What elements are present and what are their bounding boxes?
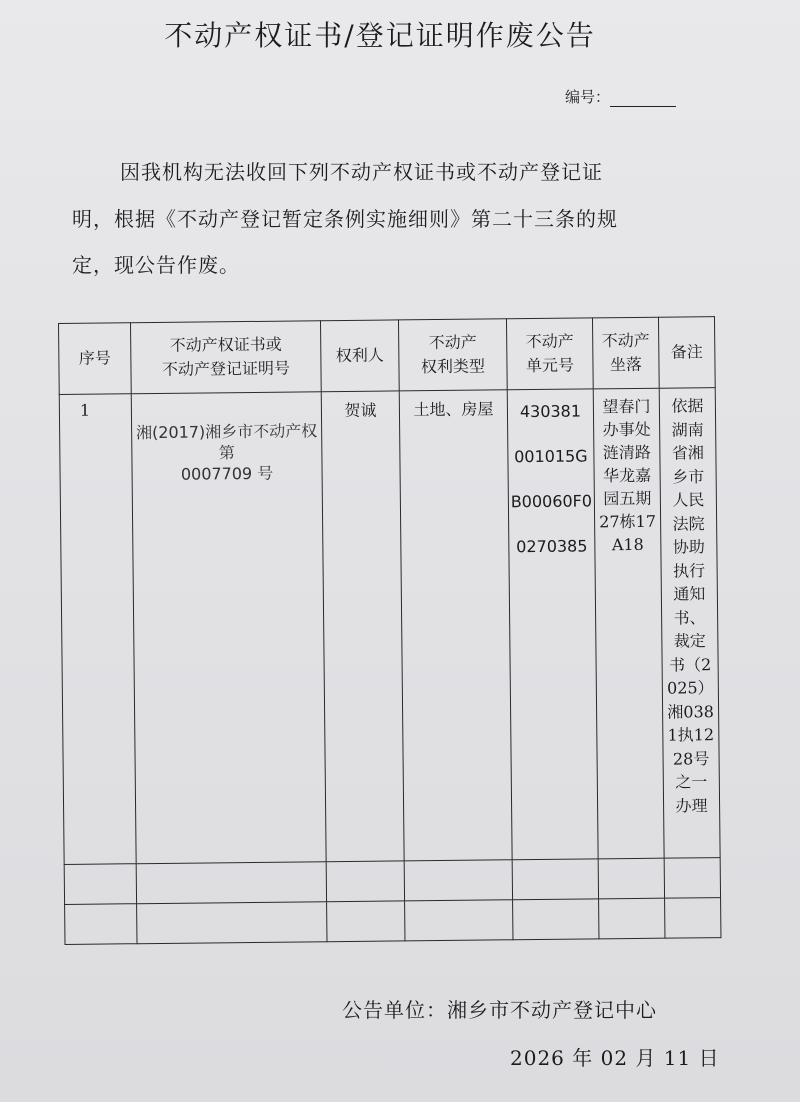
header-unit-number — [506, 318, 593, 390]
unit-number-part: 001015G — [514, 446, 588, 467]
header-holder: 权利人 — [320, 320, 399, 392]
row-right-type: 土地、房屋 — [399, 390, 512, 861]
page-title: 不动产权证书/登记证明作废公告 — [164, 19, 596, 52]
header-index: 序号 — [59, 323, 132, 395]
empty-cell — [136, 861, 326, 903]
header-right-type — [398, 319, 507, 391]
unit-number-part: B00060F0 — [510, 491, 593, 512]
void-certificate-table — [58, 316, 721, 945]
row-note: 依据湖南省湘乡市人民法院协助执行通知书、裁定书（2025）湘0381执1228号之一办理 — [659, 388, 720, 858]
header-location-line-2: 坐落 — [609, 354, 643, 375]
table-row — [59, 388, 720, 864]
empty-cell — [137, 902, 327, 944]
empty-cell — [64, 863, 136, 904]
intro-line-1: 因我机构无法收回下列不动产权证书或不动产登记证 — [120, 160, 603, 184]
cert-number-line-1: 湘(2017)湘乡市不动产权第 — [135, 421, 318, 463]
issue-date: 2026 年 02 月 11 日 — [510, 1046, 720, 1070]
unit-number-part: 0270385 — [516, 536, 588, 557]
header-type-line-2: 权利类型 — [420, 356, 486, 377]
empty-cell — [404, 859, 512, 900]
row-holder: 贺诚 — [321, 391, 404, 861]
header-location-line-1: 不动产 — [601, 330, 650, 351]
empty-cell — [512, 859, 598, 900]
empty-cell — [599, 898, 665, 939]
table-row-empty — [64, 857, 720, 904]
intro-line-3: 定，现公告作废。 — [72, 253, 240, 277]
header-type-line-1: 不动产 — [428, 332, 477, 353]
header-note: 备注 — [658, 317, 715, 389]
number-label: 编号： — [565, 88, 611, 106]
intro-line-2: 明，根据《不动产登记暂定条例实施细则》第二十三条的规 — [72, 207, 618, 231]
document-number — [565, 86, 676, 107]
empty-cell — [598, 858, 664, 899]
header-certificate-number — [131, 321, 322, 394]
table-header-row — [59, 317, 716, 395]
empty-cell — [405, 900, 513, 941]
empty-cell — [665, 897, 721, 938]
header-cert-line-2: 不动产登记证明号 — [161, 358, 291, 380]
empty-cell — [65, 904, 137, 945]
row-certificate-number — [131, 392, 326, 863]
empty-cell — [664, 857, 720, 898]
header-unit-line-1: 不动产 — [525, 331, 574, 352]
cert-number-line-2: 0007709 号 — [180, 463, 274, 484]
empty-cell — [326, 861, 404, 902]
header-unit-line-2: 单元号 — [525, 355, 575, 376]
row-index: 1 — [59, 394, 136, 864]
header-location — [592, 317, 659, 389]
table-row-empty — [65, 897, 721, 944]
header-cert-line-1: 不动产权证书或 — [169, 334, 282, 355]
empty-cell — [513, 899, 599, 940]
empty-cell — [327, 901, 405, 942]
row-unit-number — [507, 389, 598, 859]
issuing-unit: 公告单位：湘乡市不动产登记中心 — [342, 998, 657, 1022]
unit-number-part: 430381 — [519, 401, 582, 422]
number-blank-line — [610, 92, 676, 107]
row-location: 望春门办事处涟清路华龙嘉园五期27栋17A18 — [593, 388, 664, 858]
